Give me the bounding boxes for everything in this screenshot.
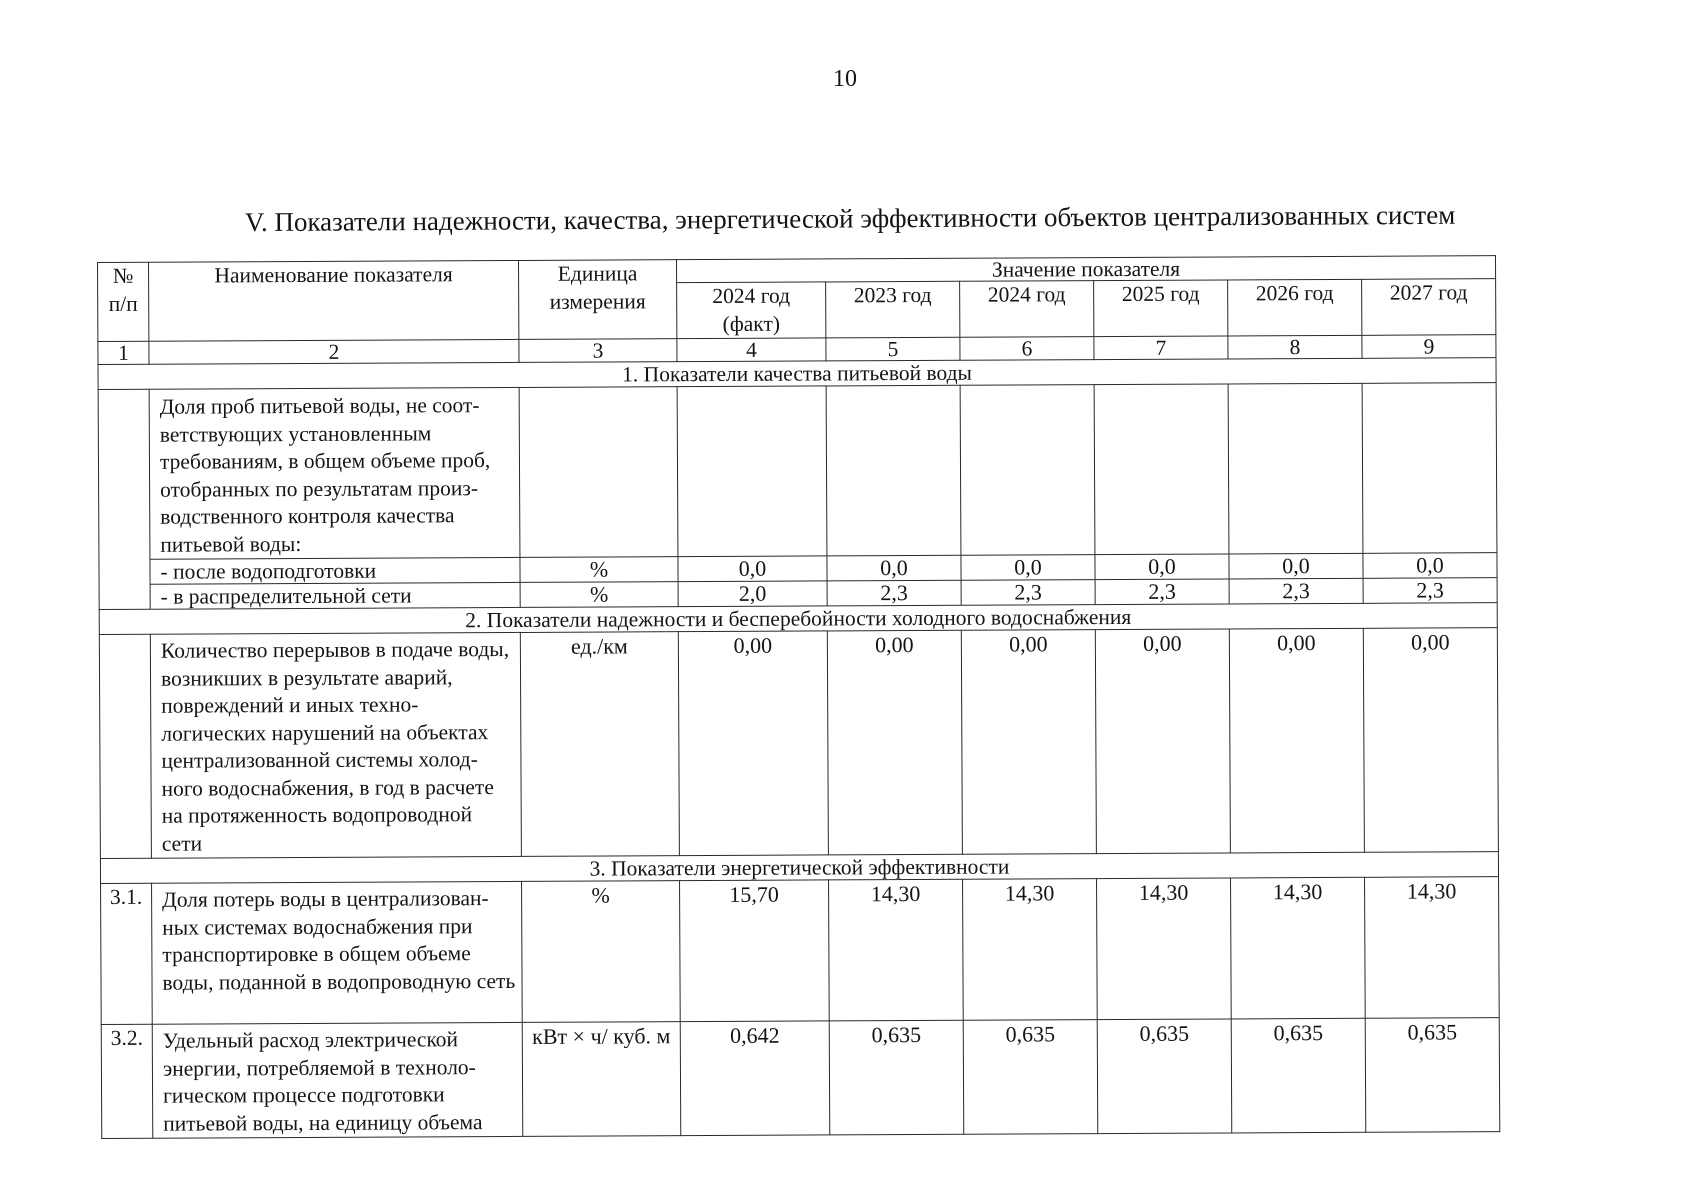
value-cell [1228,383,1363,554]
value-cell: 0,00 [1363,628,1498,853]
column-number: 8 [1228,335,1362,359]
value-cell: 0,0 [1229,553,1363,579]
value-cell [960,385,1095,556]
header-year-4: 2025 год [1094,280,1228,337]
column-number: 4 [677,338,826,362]
column-number: 5 [826,337,960,361]
header-value-group: Значение показателя [676,256,1495,283]
row-num-cell [98,389,150,609]
section-title: V. Показатели надежности, качества, энергетической эффективности объектов централизованных систем [244,199,1456,238]
value-cell [826,385,961,556]
value-cell: 0,0 [827,555,961,581]
value-cell: 15,70 [680,880,830,1022]
header-unit: Единица измерения [518,260,676,340]
section-heading: 3. Показатели энергетической эффективности [100,852,1498,884]
value-cell: 14,30 [829,879,964,1021]
value-cell [677,386,827,557]
row-num-cell [99,634,151,858]
header-num: № п/п [98,262,149,341]
row-num-cell: 3.1. [101,883,153,1024]
column-number: 7 [1094,336,1228,360]
value-cell: 0,00 [1095,629,1230,854]
indicators-table [97,255,1500,1139]
value-cell: 2,3 [1229,578,1363,604]
table-row [101,1018,1500,1139]
value-cell [1362,383,1497,554]
value-cell: 0,0 [1363,553,1497,579]
unit-cell: % [520,557,678,583]
unit-cell [519,387,678,558]
value-cell: 2,3 [1363,578,1497,604]
table-row [101,877,1500,1025]
column-number: 9 [1362,335,1496,359]
table-row [99,628,1498,859]
indicator-name: Удельный расход электрической энергии, потребляемой в техноло-гическом процессе подготовки питьевой воды, на единицу объема [152,1022,523,1138]
value-cell [1094,384,1229,555]
indicator-name: Доля проб питьевой воды, не соот-ветствующих установленным требованиям, в общем объеме проб, отобранных по результатам произ-водственного контроля качества питьевой воды: [149,387,520,559]
value-cell: 0,635 [1097,1019,1232,1134]
value-cell: 14,30 [963,879,1098,1021]
unit-cell: % [520,582,678,608]
value-cell: 2,3 [961,580,1095,606]
section-heading: 2. Показатели надежности и бесперебойности холодного водоснабжения [99,603,1497,635]
table-row [98,383,1497,560]
header-name: Наименование показателя [149,260,519,341]
section-heading: 1. Показатели качества питьевой воды [98,358,1496,390]
indicator-name: - после водоподготовки [150,557,520,584]
indicator-name: - в распределительной сети [150,582,520,609]
value-cell: 2,0 [678,581,827,607]
value-cell: 2,3 [1095,579,1229,605]
value-cell: 14,30 [1231,877,1366,1019]
value-cell: 0,635 [1231,1018,1366,1133]
header-year-1: 2024 год (факт) [677,282,826,339]
value-cell: 14,30 [1365,877,1500,1019]
header-year-2: 2023 год [826,281,960,338]
header-year-6: 2027 год [1362,279,1496,336]
value-cell: 0,642 [680,1021,830,1136]
header-year-3: 2024 год [960,281,1094,338]
value-cell: 0,0 [1095,554,1229,580]
value-cell: 2,3 [827,580,961,606]
value-cell: 0,635 [829,1020,964,1135]
column-number: 1 [98,341,149,364]
page-number: 10 [833,66,857,92]
value-cell: 0,0 [961,555,1095,581]
value-cell: 0,00 [827,630,962,855]
value-cell: 14,30 [1097,878,1232,1020]
column-number: 3 [519,339,677,363]
unit-cell: ед./км [520,632,679,857]
indicator-name: Количество перерывов в подаче воды, возникших в результате аварий, повреждений и иных техно-логических нарушений на объектах централизованной системы холод-ного водоснабжения, в год в расчете на протяженность водопроводной сети [150,632,521,858]
header-year-5: 2026 год [1228,279,1362,336]
unit-cell: кВт × ч/ куб. м [522,1022,681,1137]
indicators-table-wrapper [97,255,1500,1139]
value-cell: 0,00 [961,630,1096,855]
indicator-name: Доля потерь воды в централизован-ных системах водоснабжения при транспортировке в общем объеме воды, поданной в водопроводную сеть [152,881,523,1024]
value-cell: 0,635 [963,1020,1098,1135]
value-cell: 0,0 [678,556,827,582]
value-cell: 0,00 [678,631,828,856]
unit-cell: % [522,881,681,1023]
column-number: 2 [149,339,519,364]
value-cell: 0,635 [1365,1018,1500,1133]
value-cell: 0,00 [1229,628,1364,853]
row-num-cell: 3.2. [101,1024,153,1138]
column-number: 6 [960,337,1094,361]
